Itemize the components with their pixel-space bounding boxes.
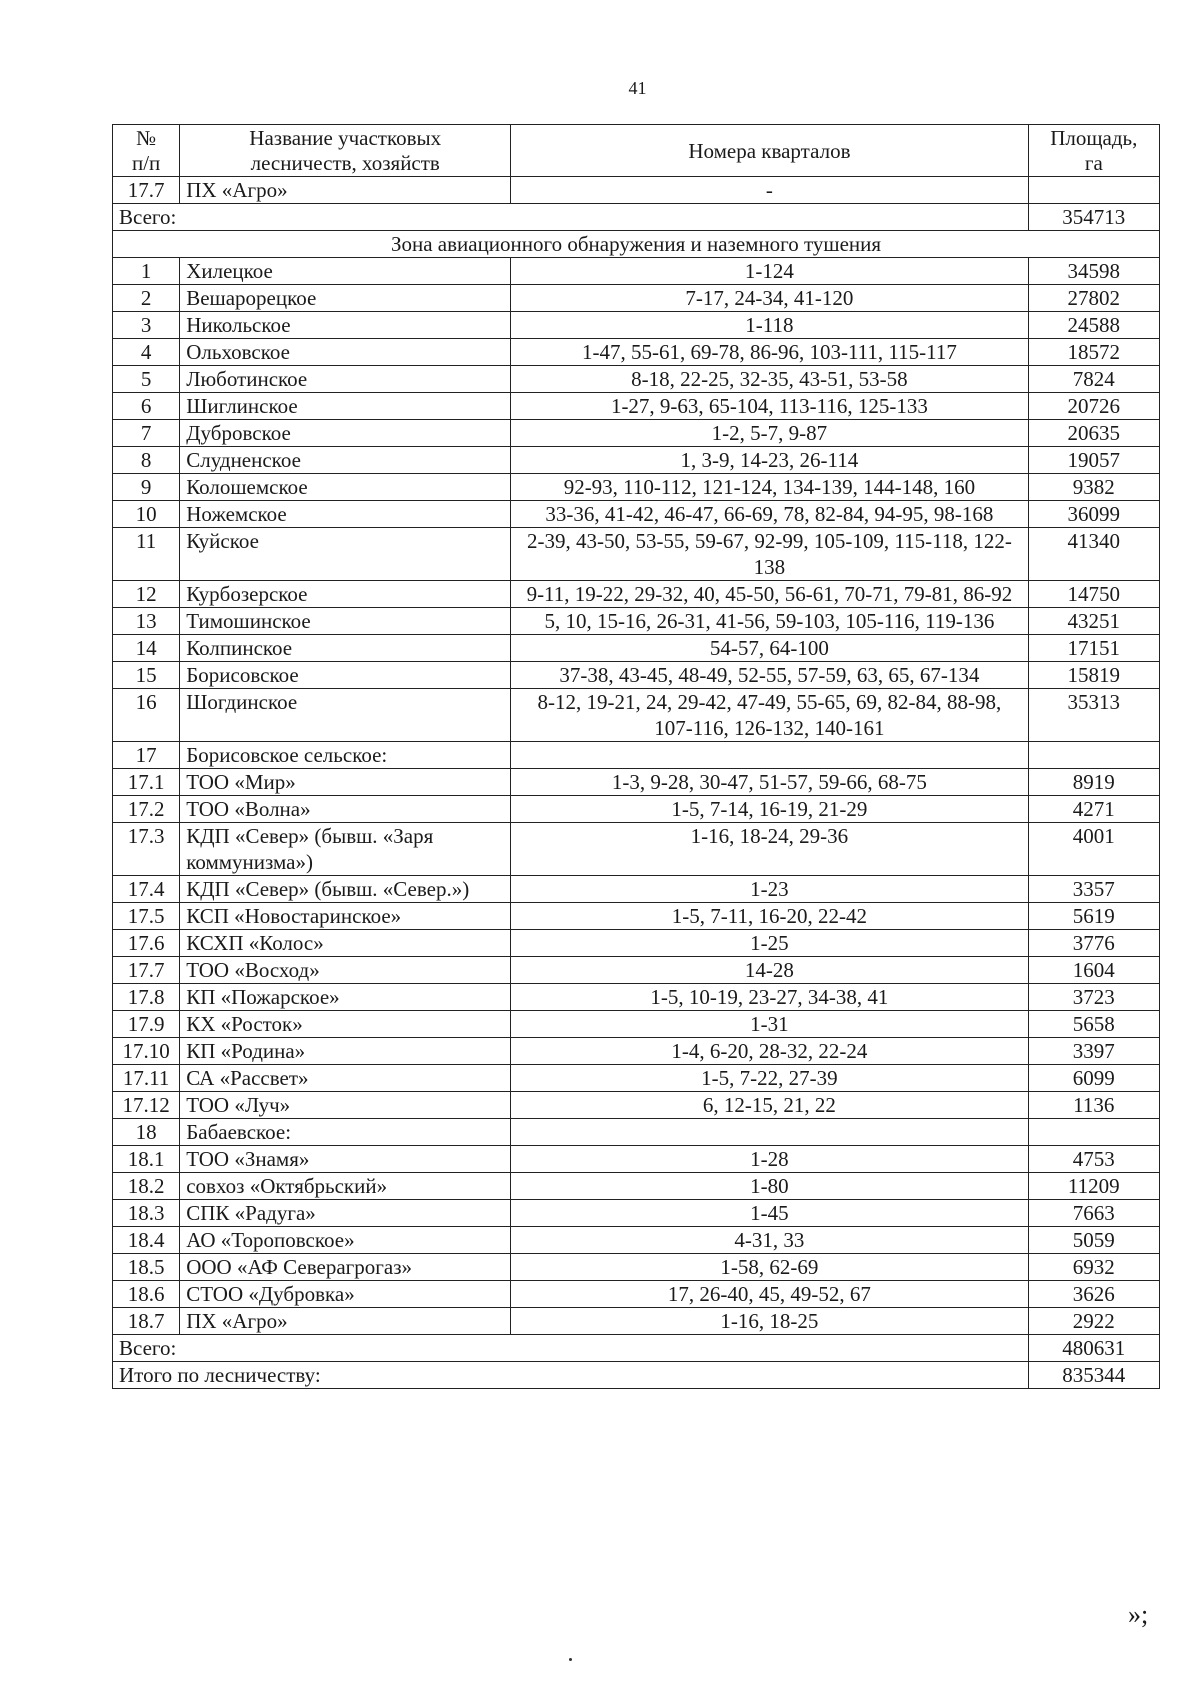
- row-area: 20726: [1028, 393, 1159, 420]
- row-num: 2: [113, 285, 180, 312]
- row-area: 14750: [1028, 581, 1159, 608]
- row-area: 35313: [1028, 689, 1159, 742]
- table-row: [113, 796, 1160, 823]
- row-name: Хилецкое: [180, 258, 511, 285]
- table-row: [113, 742, 1160, 769]
- table-row: [113, 1092, 1160, 1119]
- table-row: [113, 447, 1160, 474]
- row-quarters: 17, 26-40, 45, 49-52, 67: [511, 1281, 1028, 1308]
- row-area: [1028, 742, 1159, 769]
- row-name: Шиглинское: [180, 393, 511, 420]
- row-name: ООО «АФ Северагрогаз»: [180, 1254, 511, 1281]
- table-row: [113, 689, 1160, 742]
- table-row: [113, 662, 1160, 689]
- table-row: [113, 312, 1160, 339]
- table-row: [113, 1065, 1160, 1092]
- row-num: 17.7: [113, 177, 180, 204]
- row-num: 3: [113, 312, 180, 339]
- row-area: 34598: [1028, 258, 1159, 285]
- row-name: СПК «Радуга»: [180, 1200, 511, 1227]
- row-area: 5658: [1028, 1011, 1159, 1038]
- row-name: Бабаевское:: [180, 1119, 511, 1146]
- table-row: [113, 1227, 1160, 1254]
- row-area: 1604: [1028, 957, 1159, 984]
- row-quarters: 1-3, 9-28, 30-47, 51-57, 59-66, 68-75: [511, 769, 1028, 796]
- row-num: 18.4: [113, 1227, 180, 1254]
- row-quarters: 37-38, 43-45, 48-49, 52-55, 57-59, 63, 65, 67-134: [511, 662, 1028, 689]
- row-area: 4001: [1028, 823, 1159, 876]
- row-quarters: 9-11, 19-22, 29-32, 40, 45-50, 56-61, 70-71, 79-81, 86-92: [511, 581, 1028, 608]
- row-quarters: 1-28: [511, 1146, 1028, 1173]
- row-num: 18.5: [113, 1254, 180, 1281]
- row-quarters: 1-124: [511, 258, 1028, 285]
- row-area: 41340: [1028, 528, 1159, 581]
- header-name: [180, 125, 511, 177]
- table-row: [113, 474, 1160, 501]
- row-quarters: 1-31: [511, 1011, 1028, 1038]
- table-row: [113, 581, 1160, 608]
- row-num: 17.3: [113, 823, 180, 876]
- table-row: [113, 1254, 1160, 1281]
- table-row: [113, 393, 1160, 420]
- row-num: 17.8: [113, 984, 180, 1011]
- row-quarters: 1-5, 7-11, 16-20, 22-42: [511, 903, 1028, 930]
- row-area: 3397: [1028, 1038, 1159, 1065]
- row-quarters: 1-16, 18-24, 29-36: [511, 823, 1028, 876]
- row-area: 2922: [1028, 1308, 1159, 1335]
- table-row: [113, 1038, 1160, 1065]
- zone-total-row: [113, 1335, 1160, 1362]
- row-area: 19057: [1028, 447, 1159, 474]
- header-area-label: Площадь, га: [1050, 126, 1138, 175]
- row-num: 17: [113, 742, 180, 769]
- row-name: КСП «Новостаринское»: [180, 903, 511, 930]
- zone-title-row: [113, 231, 1160, 258]
- header-quarters: [511, 125, 1028, 177]
- row-num: 11: [113, 528, 180, 581]
- closing-mark: »;: [1128, 1600, 1149, 1629]
- header-name-label: Название участковых лесничеств, хозяйств: [249, 126, 442, 175]
- row-num: 17.7: [113, 957, 180, 984]
- table-row: [113, 366, 1160, 393]
- row-name: Колошемское: [180, 474, 511, 501]
- row-quarters: 8-18, 22-25, 32-35, 43-51, 53-58: [511, 366, 1028, 393]
- row-name: Борисовское: [180, 662, 511, 689]
- grand-total-value: 835344: [1028, 1362, 1159, 1389]
- zone-total-value: 480631: [1028, 1335, 1159, 1362]
- row-name: Вешарорецкое: [180, 285, 511, 312]
- row-num: 18: [113, 1119, 180, 1146]
- row-num: 4: [113, 339, 180, 366]
- header-area: [1028, 125, 1159, 177]
- row-name: ТОО «Мир»: [180, 769, 511, 796]
- row-num: 17.1: [113, 769, 180, 796]
- row-name: Шогдинское: [180, 689, 511, 742]
- row-quarters: 1-5, 7-22, 27-39: [511, 1065, 1028, 1092]
- table-row: [113, 823, 1160, 876]
- row-name: ТОО «Луч»: [180, 1092, 511, 1119]
- row-num: 18.2: [113, 1173, 180, 1200]
- row-name: Колпинское: [180, 635, 511, 662]
- row-quarters: 1-5, 7-14, 16-19, 21-29: [511, 796, 1028, 823]
- total-row: [113, 204, 1160, 231]
- row-num: 1: [113, 258, 180, 285]
- row-num: 17.6: [113, 930, 180, 957]
- row-quarters: [511, 1119, 1028, 1146]
- row-area: 24588: [1028, 312, 1159, 339]
- row-quarters: 8-12, 19-21, 24, 29-42, 47-49, 55-65, 69, 82-84, 88-98, 107-116, 126-132, 140-161: [511, 689, 1028, 742]
- row-area: 11209: [1028, 1173, 1159, 1200]
- row-quarters: 1-45: [511, 1200, 1028, 1227]
- row-quarters: 1-118: [511, 312, 1028, 339]
- row-name: Ольховское: [180, 339, 511, 366]
- row-name: СТОО «Дубровка»: [180, 1281, 511, 1308]
- row-area: 5059: [1028, 1227, 1159, 1254]
- row-num: 17.4: [113, 876, 180, 903]
- row-name: Тимошинское: [180, 608, 511, 635]
- row-quarters: [511, 742, 1028, 769]
- row-quarters: 14-28: [511, 957, 1028, 984]
- row-area: 17151: [1028, 635, 1159, 662]
- row-quarters: 54-57, 64-100: [511, 635, 1028, 662]
- header-num: [113, 125, 180, 177]
- row-name: Курбозерское: [180, 581, 511, 608]
- table-row: [113, 930, 1160, 957]
- row-quarters: 1, 3-9, 14-23, 26-114: [511, 447, 1028, 474]
- row-name: Ножемское: [180, 501, 511, 528]
- grand-total-label: Итого по лесничеству:: [113, 1362, 1029, 1389]
- row-area: 27802: [1028, 285, 1159, 312]
- row-num: 14: [113, 635, 180, 662]
- row-name: ПХ «Агро»: [180, 1308, 511, 1335]
- row-name: АО «Тороповское»: [180, 1227, 511, 1254]
- row-num: 8: [113, 447, 180, 474]
- table-row: [113, 501, 1160, 528]
- header-num-label: № п/п: [131, 126, 161, 175]
- row-area: 1136: [1028, 1092, 1159, 1119]
- row-quarters: 1-23: [511, 876, 1028, 903]
- table-row: [113, 1119, 1160, 1146]
- row-num: 17.5: [113, 903, 180, 930]
- row-quarters: 6, 12-15, 21, 22: [511, 1092, 1028, 1119]
- row-area: 18572: [1028, 339, 1159, 366]
- table-row: [113, 903, 1160, 930]
- table-row: [113, 285, 1160, 312]
- row-num: 13: [113, 608, 180, 635]
- row-area: 36099: [1028, 501, 1159, 528]
- row-area: 20635: [1028, 420, 1159, 447]
- forestry-quarters-table: [112, 124, 1160, 1389]
- row-num: 18.3: [113, 1200, 180, 1227]
- zone-title: Зона авиационного обнаружения и наземного тушения: [113, 231, 1160, 258]
- row-num: 18.6: [113, 1281, 180, 1308]
- row-area: 9382: [1028, 474, 1159, 501]
- total-value: 354713: [1028, 204, 1159, 231]
- row-name: КСХП «Колос»: [180, 930, 511, 957]
- table-row: [113, 1308, 1160, 1335]
- row-area: 3776: [1028, 930, 1159, 957]
- row-name: СА «Рассвет»: [180, 1065, 511, 1092]
- row-area: 7663: [1028, 1200, 1159, 1227]
- table-row: [113, 876, 1160, 903]
- row-quarters: 1-47, 55-61, 69-78, 86-96, 103-111, 115-117: [511, 339, 1028, 366]
- row-name: ТОО «Волна»: [180, 796, 511, 823]
- row-quarters: 2-39, 43-50, 53-55, 59-67, 92-99, 105-109, 115-118, 122-138: [511, 528, 1028, 581]
- row-quarters: 92-93, 110-112, 121-124, 134-139, 144-148, 160: [511, 474, 1028, 501]
- row-num: 16: [113, 689, 180, 742]
- grand-total-row: [113, 1362, 1160, 1389]
- row-name: ПХ «Агро»: [180, 177, 511, 204]
- header-quarters-label: Номера кварталов: [688, 138, 851, 163]
- table-row: [113, 1173, 1160, 1200]
- row-name: Никольское: [180, 312, 511, 339]
- row-name: КХ «Росток»: [180, 1011, 511, 1038]
- table-row: [113, 984, 1160, 1011]
- row-area: 4753: [1028, 1146, 1159, 1173]
- table-row: [113, 528, 1160, 581]
- row-name: Люботинское: [180, 366, 511, 393]
- table-row: [113, 420, 1160, 447]
- row-quarters: 5, 10, 15-16, 26-31, 41-56, 59-103, 105-116, 119-136: [511, 608, 1028, 635]
- row-name: КП «Пожарское»: [180, 984, 511, 1011]
- row-num: 18.7: [113, 1308, 180, 1335]
- table-row: [113, 1200, 1160, 1227]
- row-quarters: 1-25: [511, 930, 1028, 957]
- row-name: ТОО «Восход»: [180, 957, 511, 984]
- row-num: 9: [113, 474, 180, 501]
- row-area: 3357: [1028, 876, 1159, 903]
- row-name: КДП «Север» (бывш. «Север.»): [180, 876, 511, 903]
- page-number: 41: [628, 78, 647, 98]
- table-row: [113, 1281, 1160, 1308]
- table-row: [113, 177, 1160, 204]
- row-num: 17.2: [113, 796, 180, 823]
- row-quarters: 1-27, 9-63, 65-104, 113-116, 125-133: [511, 393, 1028, 420]
- row-num: 17.11: [113, 1065, 180, 1092]
- table-row: [113, 608, 1160, 635]
- row-num: 17.10: [113, 1038, 180, 1065]
- row-name: Куйское: [180, 528, 511, 581]
- row-area: 4271: [1028, 796, 1159, 823]
- table-row: [113, 635, 1160, 662]
- table-row: [113, 1011, 1160, 1038]
- row-area: 3723: [1028, 984, 1159, 1011]
- row-quarters: 1-16, 18-25: [511, 1308, 1028, 1335]
- row-area: 43251: [1028, 608, 1159, 635]
- row-name: совхоз «Октябрьский»: [180, 1173, 511, 1200]
- row-num: 12: [113, 581, 180, 608]
- table-body: [113, 125, 1160, 1389]
- row-area: 5619: [1028, 903, 1159, 930]
- row-area: 3626: [1028, 1281, 1159, 1308]
- table-row: [113, 339, 1160, 366]
- row-quarters: 33-36, 41-42, 46-47, 66-69, 78, 82-84, 94-95, 98-168: [511, 501, 1028, 528]
- row-quarters: -: [511, 177, 1028, 204]
- row-area: 6932: [1028, 1254, 1159, 1281]
- row-quarters: 1-80: [511, 1173, 1028, 1200]
- row-area: [1028, 1119, 1159, 1146]
- row-name: КП «Родина»: [180, 1038, 511, 1065]
- zone-total-label: Всего:: [113, 1335, 1029, 1362]
- table-row: [113, 1146, 1160, 1173]
- row-area: 15819: [1028, 662, 1159, 689]
- row-name: Дубровское: [180, 420, 511, 447]
- row-quarters: 4-31, 33: [511, 1227, 1028, 1254]
- row-name: Борисовское сельское:: [180, 742, 511, 769]
- row-area: [1028, 177, 1159, 204]
- row-num: 17.12: [113, 1092, 180, 1119]
- row-num: 5: [113, 366, 180, 393]
- row-num: 10: [113, 501, 180, 528]
- row-area: 7824: [1028, 366, 1159, 393]
- table-row: [113, 258, 1160, 285]
- row-area: 8919: [1028, 769, 1159, 796]
- row-name: КДП «Север» (бывш. «Заря коммунизма»): [180, 823, 511, 876]
- row-area: 6099: [1028, 1065, 1159, 1092]
- row-name: Слудненское: [180, 447, 511, 474]
- row-quarters: 1-2, 5-7, 9-87: [511, 420, 1028, 447]
- table-header-row: [113, 125, 1160, 177]
- table-row: [113, 957, 1160, 984]
- row-num: 18.1: [113, 1146, 180, 1173]
- table-row: [113, 769, 1160, 796]
- total-label: Всего:: [113, 204, 1029, 231]
- row-num: 6: [113, 393, 180, 420]
- row-name: ТОО «Знамя»: [180, 1146, 511, 1173]
- row-quarters: 1-58, 62-69: [511, 1254, 1028, 1281]
- row-num: 17.9: [113, 1011, 180, 1038]
- row-quarters: 1-4, 6-20, 28-32, 22-24: [511, 1038, 1028, 1065]
- row-num: 15: [113, 662, 180, 689]
- row-num: 7: [113, 420, 180, 447]
- stray-dot: [569, 1658, 572, 1661]
- row-quarters: 1-5, 10-19, 23-27, 34-38, 41: [511, 984, 1028, 1011]
- row-quarters: 7-17, 24-34, 41-120: [511, 285, 1028, 312]
